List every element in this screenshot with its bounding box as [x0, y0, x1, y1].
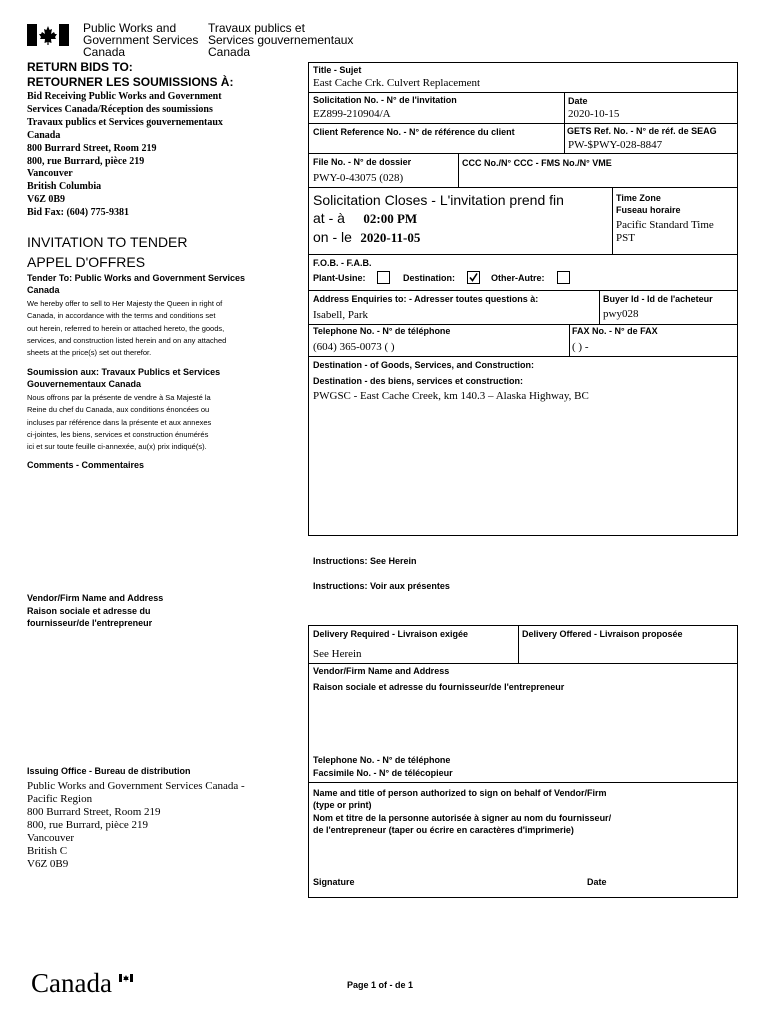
ccc-no-label: CCC No./N° CCC - FMS No./N° VME	[462, 158, 612, 168]
time-zone-value: Pacific Standard Time PST	[616, 219, 714, 244]
department-name-fr: Travaux publics et Services gouvernementaux Canada	[208, 21, 354, 59]
instructions-fr: Instructions: Voir aux présentes	[313, 581, 450, 591]
fob-label: F.O.B. - F.A.B.	[313, 258, 372, 268]
return-bids-address: Bid Receiving Public Works and Government Services Canada/Réception des soumissions Travaux publics et Services gouvernementaux Canada 800 Burrard Street, Room 219 800, rue Burrard, pièce 219 Vancouver British Columbia V6Z 0B9 Bid Fax: (604) 775-9381	[27, 91, 223, 219]
buyer-id-label: Buyer Id - Id de l'acheteur	[603, 294, 713, 304]
telephone-value: (604) 365-0073 ( )	[313, 341, 395, 353]
signature-label: Signature	[313, 877, 355, 887]
vendor-firm-label-fr: Raison sociale et adresse du fournisseur/de l'entrepreneur	[313, 682, 565, 692]
issuing-office-address: Public Works and Government Services Canada - Pacific Region 800 Burrard Street, Room 219 800, rue Burrard, pièce 219 Vancouver British C V6Z 0B9	[27, 780, 245, 870]
address-enquiries-label: Address Enquiries to: - Adresser toutes questions à:	[313, 294, 539, 304]
vendor-fax-label: Facsimile No. - N° de télécopieur	[313, 768, 453, 778]
other-autre-checkbox[interactable]	[557, 271, 570, 284]
closing-date-label: on - le	[313, 229, 352, 245]
buyer-id-value: pwy028	[603, 308, 639, 320]
solicitation-no-value: EZ899-210904/A	[313, 108, 391, 120]
authorized-person-label: Name and title of person authorized to sign on behalf of Vendor/Firm (type or print) Nom et titre de la personne autorisée à signer au nom du fournisseur/ de l'entrepreneur (taper ou écrire en caractères d'imprimerie)	[313, 788, 612, 835]
solicitation-no-label: Solicitation No. - N° de l'invitation	[313, 95, 457, 105]
client-reference-label: Client Reference No. - N° de référence du client	[313, 127, 515, 137]
date-label: Date	[568, 96, 588, 106]
file-no-value: PWY-0-43075 (028)	[313, 172, 404, 184]
destination-label: Destination:	[403, 273, 456, 283]
destination-checkbox[interactable]	[467, 271, 480, 284]
title-label: Title - Sujet	[313, 65, 362, 75]
fax-value: ( ) -	[572, 341, 589, 353]
department-name-en: Public Works and Government Services Canada	[83, 21, 199, 59]
delivery-required-label: Delivery Required - Livraison exigée	[313, 629, 469, 639]
tender-to-heading: Tender To: Public Works and Government Services Canada	[27, 273, 246, 295]
title-value: East Cache Crk. Culvert Replacement	[313, 77, 481, 89]
closing-time	[313, 210, 417, 228]
page-number: Page 1 of - de 1	[347, 980, 414, 990]
gets-ref-label: GETS Ref. No. - N° de réf. de SEAG	[567, 126, 717, 136]
delivery-offered-label: Delivery Offered - Livraison proposée	[522, 629, 683, 639]
vendor-telephone-label: Telephone No. - N° de téléphone	[313, 755, 451, 765]
telephone-label: Telephone No. - N° de téléphone	[313, 326, 451, 336]
closing-time-label: at - à	[313, 210, 345, 226]
fax-label: FAX No. - N° de FAX	[572, 326, 658, 336]
tender-to-body: We hereby offer to sell to Her Majesty the Queen in right of Canada, in accordance with the terms and conditions set out herein, referred to herein or attached hereto, the goods, services, and construction listed herein and on any attached sheets at the price(s) set out therefor.	[27, 299, 227, 358]
closing-time-value: 02:00 PM	[363, 211, 418, 226]
file-no-label: File No. - N° de dossier	[313, 157, 412, 167]
time-zone-label: Time Zone Fuseau horaire	[616, 193, 681, 215]
plant-usine-checkbox[interactable]	[377, 271, 390, 284]
vendor-left-label: Vendor/Firm Name and Address Raison sociale et adresse du fournisseur/de l'entrepreneur	[27, 593, 164, 628]
other-autre-label: Other-Autre:	[491, 273, 545, 283]
vendor-firm-label: Vendor/Firm Name and Address	[313, 666, 450, 676]
plant-usine-label: Plant-Usine:	[313, 273, 366, 283]
destination-goods-value: PWGSC - East Cache Creek, km 140.3 – Alaska Highway, BC	[313, 390, 589, 402]
checkmark-icon	[468, 272, 479, 283]
closing-date	[313, 229, 420, 247]
soumission-body: Nous offrons par la présente de vendre à Sa Majesté la Reine du chef du Canada, aux conditions énoncées ou incluses par référence dans la présente et aux annexes ci-jointes, les biens, services et construction énumérés ici et sur toute feuille ci-annexée, au(x) prix indiqué(s).	[27, 393, 212, 452]
soumission-heading: Soumission aux: Travaux Publics et Services Gouvernementaux Canada	[27, 367, 221, 389]
solicitation-closes-label: Solicitation Closes - L'invitation prend fin	[313, 192, 564, 208]
canada-flag-icon	[27, 24, 69, 46]
instructions-en: Instructions: See Herein	[313, 556, 417, 566]
signature-date-label: Date	[587, 877, 607, 887]
destination-goods-label-fr: Destination - des biens, services et construction:	[313, 376, 524, 386]
wordmark-flag-icon	[119, 969, 133, 977]
canada-wordmark: Canada	[31, 968, 112, 998]
delivery-required-value: See Herein	[313, 648, 362, 660]
return-bids-heading: RETURN BIDS TO: RETOURNER LES SOUMISSIONS À:	[27, 60, 234, 89]
date-value: 2020-10-15	[568, 108, 620, 120]
issuing-office-heading: Issuing Office - Bureau de distribution	[27, 766, 191, 776]
destination-goods-label-en: Destination - of Goods, Services, and Construction:	[313, 360, 535, 370]
comments-label: Comments - Commentaires	[27, 460, 145, 470]
gets-ref-value: PW-$PWY-028-8847	[568, 139, 663, 151]
address-enquiries-value: Isabell, Park	[313, 309, 368, 321]
invitation-title: INVITATION TO TENDER APPEL D'OFFRES	[27, 234, 188, 270]
closing-date-value: 2020-11-05	[360, 230, 421, 245]
